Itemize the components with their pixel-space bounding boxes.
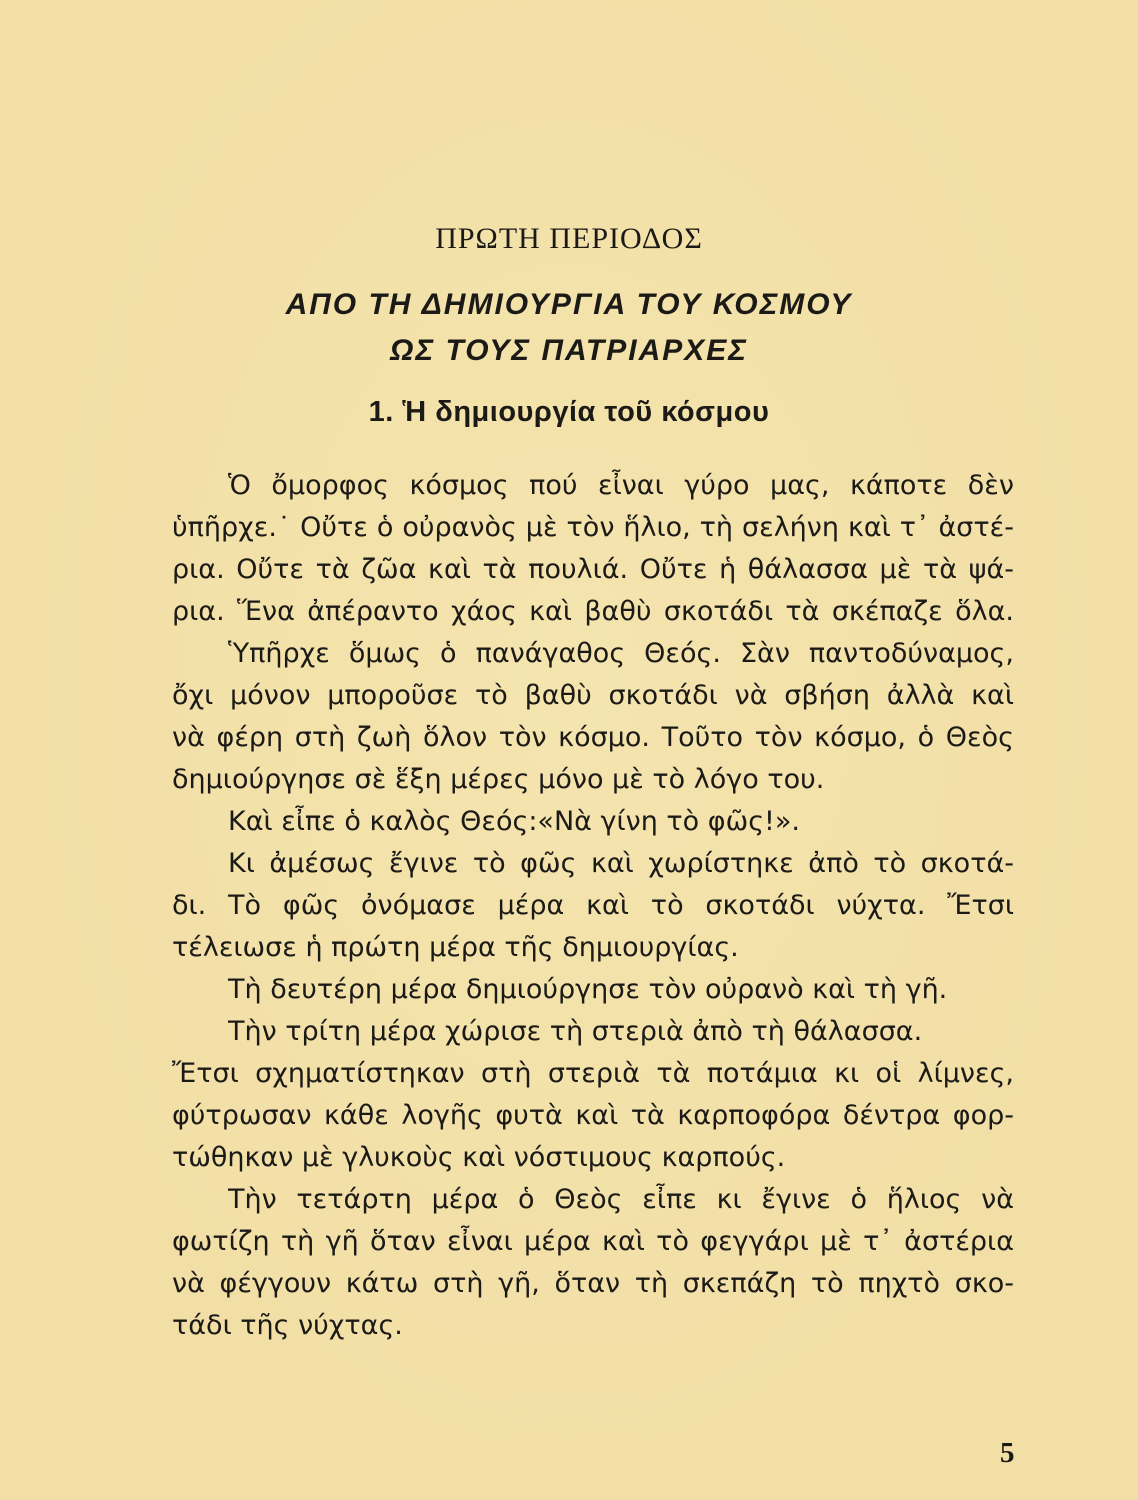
- chapter-title: 1. Ἡ δημιουργία τοῦ κόσμου: [368, 396, 770, 428]
- text-line: Τὴν τρίτη μέρα χώρισε τὴ στεριὰ ἀπὸ τὴ θάλασσα.: [228, 1016, 923, 1047]
- text-line: Καὶ εἶπε ὁ καλὸς Θεός:«Νὰ γίνη τὸ φῶς!».: [228, 806, 800, 837]
- text-line: ρια. Οὔτε τὰ ζῶα καὶ τὰ πουλιά. Οὔτε ἡ θάλασσα μὲ τὰ ψά-: [172, 554, 1014, 585]
- text-line: τώθηκαν μὲ γλυκοὺς καὶ νόστιμους καρπούς.: [172, 1142, 786, 1173]
- text-line: φωτίζη τὴ γῆ ὅταν εἶναι μέρα καὶ τὸ φεγγάρι μὲ τ᾿ ἀστέρια: [172, 1226, 1014, 1257]
- text-line: νὰ φέγγουν κάτω στὴ γῆ, ὅταν τὴ σκεπάζη τὸ πηχτὸ σκο-: [172, 1268, 1014, 1299]
- text-line: δημιούργησε σὲ ἕξη μέρες μόνο μὲ τὸ λόγο του.: [172, 764, 825, 795]
- text-line: φύτρωσαν κάθε λογῆς φυτὰ καὶ τὰ καρποφόρα δέντρα φορ-: [172, 1100, 1014, 1131]
- text-line: Τὴν τετάρτη μέρα ὁ Θεὸς εἶπε κι ἔγινε ὁ ἥλιος νὰ: [228, 1184, 1014, 1215]
- text-line: Ἔτσι σχηματίστηκαν στὴ στεριὰ τὰ ποτάμια κι οἱ λίμνες,: [172, 1058, 1014, 1089]
- section-title-line-2: ΩΣ ΤΟΥΣ ΠΑΤΡΙΑΡΧΕΣ: [390, 334, 748, 367]
- text-line: τάδι τῆς νύχτας.: [172, 1310, 403, 1341]
- text-line: ὄχι μόνον μποροῦσε τὸ βαθὺ σκοτάδι νὰ σβήση ἀλλὰ καὶ: [172, 680, 1014, 711]
- text-line: Τὴ δευτέρη μέρα δημιούργησε τὸν οὐρανὸ καὶ τὴ γῆ.: [228, 974, 948, 1005]
- text-line: ρια. Ἕνα ἀπέραντο χάος καὶ βαθὺ σκοτάδι τὰ σκέπαζε ὅλα.: [172, 596, 1014, 627]
- section-title-line-1: ΑΠΟ ΤΗ ΔΗΜΙΟΥΡΓΙΑ ΤΟΥ ΚΟΣΜΟΥ: [285, 288, 853, 321]
- period-title: ΠΡΩΤΗ ΠΕΡΙΟΔΟΣ: [435, 222, 703, 255]
- text-line: Ὁ ὄμορφος κόσμος πού εἶναι γύρο μας, κάποτε δὲν: [228, 470, 1014, 501]
- text-line: ὑπῆρχε.˙ Οὔτε ὁ οὐρανὸς μὲ τὸν ἥλιο, τὴ σελήνη καὶ τ᾿ ἀστέ-: [172, 512, 1014, 543]
- text-line: Κι ἀμέσως ἔγινε τὸ φῶς καὶ χωρίστηκε ἀπὸ τὸ σκοτά-: [228, 848, 1014, 879]
- text-line: νὰ φέρη στὴ ζωὴ ὅλον τὸν κόσμο. Τοῦτο τὸν κόσμο, ὁ Θεὸς: [172, 722, 1014, 753]
- page-number: 5: [1000, 1437, 1015, 1469]
- text-line: δι. Τὸ φῶς ὀνόμασε μέρα καὶ τὸ σκοτάδι νύχτα. Ἔτσι: [172, 890, 1014, 921]
- text-line: Ὑπῆρχε ὅμως ὁ πανάγαθος Θεός. Σὰν παντοδύναμος,: [228, 638, 1014, 669]
- text-line: τέλειωσε ἡ πρώτη μέρα τῆς δημιουργίας.: [172, 932, 739, 963]
